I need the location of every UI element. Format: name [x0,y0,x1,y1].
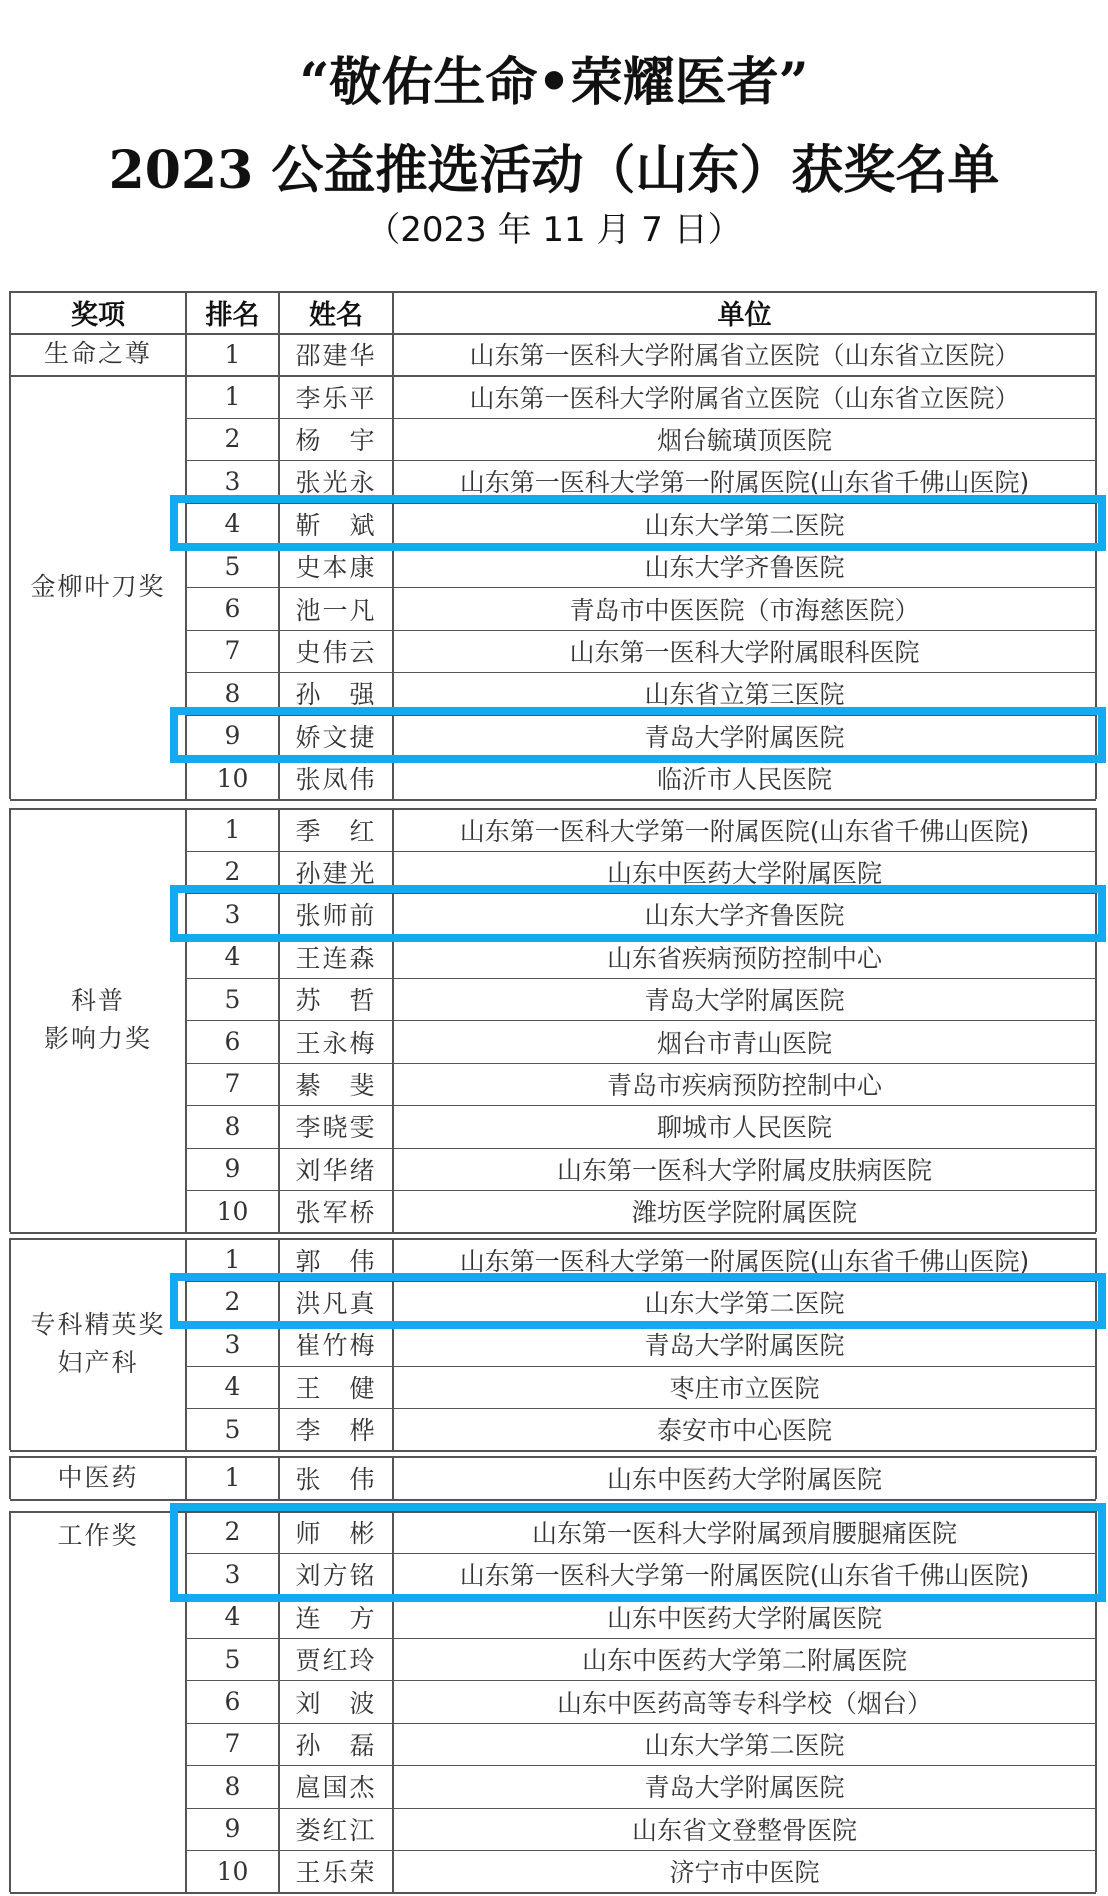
award-cell [10,375,186,799]
grid-line [185,1456,187,1498]
grid-line [10,1892,1096,1894]
rank-cell: 8 [224,1771,241,1801]
unit-cell: 山东第一医科大学附属省立医院（山东省立医院） [469,341,1020,371]
unit-cell: 泰安市中心医院 [656,1416,832,1446]
rank-cell: 4 [224,942,241,972]
unit-cell: 山东大学第二医院 [644,1288,845,1318]
grid-line [1095,291,1097,333]
rank-cell: 1 [224,815,241,845]
name-cell: 王永梅 [295,1028,377,1058]
grid-line [10,1511,1096,1513]
grid-line [392,333,394,375]
name-cell: 李乐平 [295,383,377,413]
unit-cell: 青岛大学附属医院 [644,986,845,1016]
rank-cell: 3 [224,1559,241,1589]
unit-cell: 山东中医药大学第二附属医院 [581,1646,907,1676]
name-cell: 孙 磊 [295,1730,377,1760]
grid-line [278,1238,280,1450]
rank-cell: 2 [224,857,241,887]
grid-line [392,291,394,333]
name-cell: 张师前 [295,901,377,931]
grid-line [10,1232,1096,1234]
header-unit: 单位 [717,299,772,331]
grid-line [10,1456,1096,1458]
name-cell: 张光永 [295,468,377,498]
grid-line [185,291,187,333]
grid-line [1095,333,1097,375]
name-cell: 邵建华 [295,341,377,371]
unit-cell: 山东中医药大学附属医院 [606,858,882,888]
rank-cell: 1 [224,1245,241,1275]
unit-cell: 烟台毓璜顶医院 [656,425,832,455]
name-cell: 靳 斌 [295,510,377,540]
unit-cell: 山东大学齐鲁医院 [644,553,845,583]
grid-line [185,375,187,799]
grid-line [9,291,11,333]
name-cell: 孙 强 [295,680,377,710]
header-award: 奖项 [71,299,125,331]
name-cell: 师 彬 [295,1518,377,1548]
grid-line [10,333,1096,335]
award-label: 妇产科 [57,1348,139,1378]
grid-line [10,808,1096,810]
grid-line [9,808,11,1232]
name-cell: 张凤伟 [295,765,377,795]
unit-cell: 山东第一医科大学附属省立医院（山东省立医院） [469,383,1020,413]
grid-line [185,1511,187,1893]
rank-cell: 7 [224,1069,241,1099]
grid-line [10,1499,1096,1501]
unit-cell: 山东第一医科大学附属颈肩腰腿痛医院 [531,1518,957,1548]
rank-cell: 4 [224,509,241,539]
unit-cell: 山东省立第三医院 [644,680,845,710]
rank-cell: 3 [224,899,241,929]
grid-line [9,375,11,799]
rank-cell: 10 [216,1196,249,1226]
rank-cell: 6 [224,1687,241,1717]
rank-cell: 4 [224,1372,241,1402]
unit-cell: 山东省文登整骨医院 [631,1815,857,1845]
unit-cell: 山东大学齐鲁医院 [644,901,845,931]
grid-line [9,1238,11,1450]
name-cell: 刘方铭 [295,1561,377,1591]
award-cell [10,808,186,1232]
rank-cell: 3 [224,466,241,496]
grid-line [392,1511,394,1893]
grid-line [10,291,1096,293]
rank-cell: 2 [224,1517,241,1547]
award-label: 影响力奖 [43,1024,152,1054]
unit-cell: 青岛大学附属医院 [644,1773,845,1803]
award-cell [10,1238,186,1450]
rank-cell: 1 [224,339,241,369]
name-cell: 王 健 [295,1373,377,1403]
date-line: （2023 年 11 月 7 日） [366,210,742,250]
header-rank: 排名 [205,299,260,331]
grid-line [278,808,280,1232]
unit-cell: 枣庄市立医院 [669,1373,820,1403]
name-cell: 娄红江 [295,1815,377,1845]
header-name: 姓名 [309,299,363,331]
rank-cell: 9 [224,1814,241,1844]
grid-line [278,291,280,333]
unit-cell: 青岛市疾病预防控制中心 [606,1070,882,1100]
name-cell: 郭 伟 [295,1246,377,1276]
rank-cell: 5 [224,551,241,581]
grid-line [392,1238,394,1450]
rank-cell: 4 [224,1602,241,1632]
name-cell: 王乐荣 [295,1858,377,1888]
grid-line [9,1456,11,1498]
grid-line [185,333,187,375]
grid-line [10,1450,1096,1452]
unit-cell: 山东第一医科大学第一附属医院(山东省千佛山医院) [459,816,1030,846]
name-cell: 连 方 [295,1603,377,1633]
grid-line [1095,1511,1097,1893]
title-line-1: “敬佑生命•荣耀医者” [299,52,809,113]
unit-cell: 山东中医药高等专科学校（烟台） [556,1688,932,1718]
name-cell: 刘华绪 [295,1155,377,1185]
name-cell: 季 红 [295,816,377,846]
award-cell [10,1511,186,1893]
unit-cell: 山东省疾病预防控制中心 [606,943,882,973]
title-line-2: 2023 公益推选活动（山东）获奖名单 [108,140,1000,201]
name-cell: 张军桥 [295,1198,377,1228]
grid-line [278,1456,280,1498]
unit-cell: 烟台市青山医院 [656,1028,832,1058]
name-cell: 张 伟 [295,1464,377,1494]
unit-cell: 山东大学第二医院 [644,510,845,540]
unit-cell: 山东第一医科大学第一附属医院(山东省千佛山医院) [459,1561,1030,1591]
name-cell: 綦 斐 [295,1070,377,1100]
unit-cell: 山东第一医科大学附属眼科医院 [569,637,920,667]
rank-cell: 2 [224,1287,241,1317]
name-cell: 史伟云 [295,637,377,667]
unit-cell: 青岛大学附属医院 [644,722,845,752]
unit-cell: 山东中医药大学附属医院 [606,1603,882,1633]
name-cell: 史本康 [295,553,377,583]
rank-cell: 10 [216,763,249,793]
rank-cell: 2 [224,424,241,454]
name-cell: 洪凡真 [295,1288,377,1318]
grid-line [392,375,394,799]
award-label: 工作奖 [57,1520,139,1550]
rank-cell: 7 [224,1729,241,1759]
grid-line [9,1511,11,1893]
rank-cell: 6 [224,594,241,624]
rank-cell: 1 [224,1463,241,1493]
grid-line [392,1456,394,1498]
name-cell: 崔竹梅 [295,1331,377,1361]
unit-cell: 山东第一医科大学附属皮肤病医院 [556,1155,932,1185]
rank-cell: 5 [224,1644,241,1674]
name-cell: 杨 宇 [295,425,377,455]
rank-cell: 9 [224,721,241,751]
rank-cell: 8 [224,678,241,708]
unit-cell: 山东大学第二医院 [644,1730,845,1760]
grid-line [278,1511,280,1893]
award-label: 专科精英奖 [30,1310,166,1340]
name-cell: 苏 哲 [295,986,377,1016]
grid-line [10,1238,1096,1240]
award-label: 金柳叶刀奖 [30,572,166,602]
rank-cell: 7 [224,636,241,666]
award-label: 生命之尊 [43,339,152,369]
name-cell: 王连森 [295,943,377,973]
rank-cell: 9 [224,1154,241,1184]
name-cell: 孙建光 [295,858,377,888]
name-cell: 娇文捷 [295,722,377,752]
grid-line [1095,1456,1097,1498]
grid-line [185,1238,187,1450]
unit-cell: 潍坊医学院附属医院 [631,1198,857,1228]
grid-line [185,808,187,1232]
award-label: 中医药 [57,1462,139,1492]
name-cell: 李晓雯 [295,1113,377,1143]
award-cell [10,333,186,375]
unit-cell: 青岛大学附属医院 [644,1331,845,1361]
grid-line [278,375,280,799]
unit-cell: 济宁市中医院 [669,1858,820,1888]
rank-cell: 3 [224,1329,241,1359]
unit-cell: 青岛市中医医院（市海慈医院） [569,595,920,625]
name-cell: 贾红玲 [295,1646,377,1676]
grid-line [9,333,11,375]
grid-line [1095,1238,1097,1450]
rank-cell: 5 [224,1414,241,1444]
unit-cell: 山东第一医科大学第一附属医院(山东省千佛山医院) [459,468,1030,498]
award-label: 科普 [70,986,125,1016]
name-cell: 池一凡 [295,595,377,625]
grid-line [10,375,1096,377]
rank-cell: 10 [216,1856,249,1886]
rank-cell: 1 [224,382,241,412]
award-cell [10,1456,186,1498]
name-cell: 刘 波 [295,1688,377,1718]
rank-cell: 5 [224,984,241,1014]
grid-line [1095,808,1097,1232]
unit-cell: 山东中医药大学附属医院 [606,1464,882,1494]
grid-line [10,799,1096,801]
name-cell: 李 桦 [295,1416,377,1446]
grid-line [278,333,280,375]
grid-line [1095,375,1097,799]
unit-cell: 山东第一医科大学第一附属医院(山东省千佛山医院) [459,1246,1030,1276]
rank-cell: 6 [224,1027,241,1057]
unit-cell: 聊城市人民医院 [656,1113,832,1143]
rank-cell: 8 [224,1111,241,1141]
unit-cell: 临沂市人民医院 [656,765,832,795]
grid-line [392,808,394,1232]
name-cell: 扈国杰 [295,1773,377,1803]
